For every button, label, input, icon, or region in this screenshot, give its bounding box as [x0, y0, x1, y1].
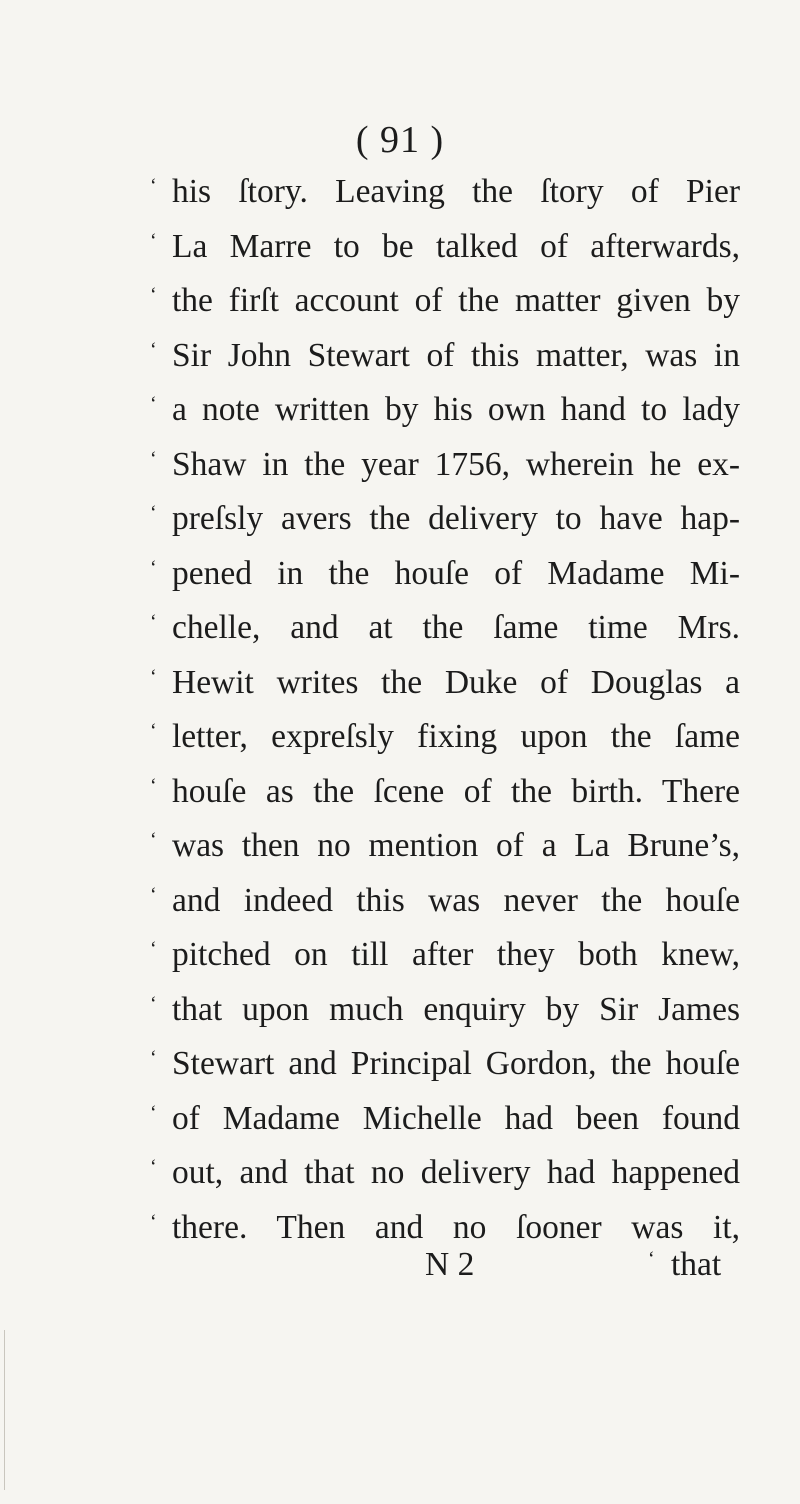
text-line — [150, 1037, 740, 1092]
line-text: chelle, and at the ſame time Mrs. — [172, 609, 740, 646]
quote-mark: ‘ — [150, 229, 157, 252]
text-line — [150, 492, 740, 547]
text-line — [150, 1092, 740, 1147]
page-number: ( 91 ) — [355, 119, 445, 161]
text-line — [150, 220, 740, 275]
line-text: that upon much enquiry by Sir James — [172, 990, 740, 1028]
text-line — [150, 438, 740, 493]
text-line — [150, 928, 740, 983]
text-line — [150, 329, 740, 384]
line-text: Sir John Stewart of this matter, was in — [172, 336, 740, 374]
text-line — [150, 383, 740, 438]
line-text: and indeed this was never the houſe — [172, 881, 740, 919]
text-line — [150, 601, 740, 656]
catchword-quote-mark: ‘ — [648, 1248, 655, 1270]
page-edge-shadow — [4, 1330, 5, 1490]
text-line — [150, 819, 740, 874]
line-text: was then no mention of a La Brune’s, — [172, 827, 740, 864]
text-line — [150, 274, 740, 329]
page-footer — [0, 1238, 800, 1292]
line-text: the firſt account of the matter given by — [172, 282, 740, 319]
quote-mark: ‘ — [150, 829, 157, 851]
quote-mark: ‘ — [150, 883, 157, 906]
quote-mark: ‘ — [150, 665, 157, 688]
text-line — [150, 710, 740, 765]
line-text: houſe as the ſcene of the birth. There — [172, 772, 740, 810]
line-text: La Marre to be talked of afterwards, — [172, 227, 740, 265]
line-text: pened in the houſe of Madame Mi- — [172, 554, 740, 592]
quote-mark: ‘ — [150, 284, 157, 306]
text-line — [150, 656, 740, 711]
line-text: his ſtory. Leaving the ſtory of Pier — [172, 173, 740, 210]
catchword: that — [671, 1246, 722, 1283]
quote-mark: ‘ — [150, 338, 157, 361]
line-text: of Madame Michelle had been found — [172, 1099, 740, 1137]
quote-mark: ‘ — [150, 1210, 157, 1233]
quote-mark: ‘ — [150, 502, 157, 524]
quote-mark: ‘ — [150, 556, 157, 579]
quote-mark: ‘ — [150, 175, 157, 197]
line-text: there. Then and no ſooner was it, — [172, 1208, 740, 1246]
text-line — [150, 765, 740, 820]
text-line — [150, 547, 740, 602]
line-text: a note written by his own hand to lady — [172, 391, 740, 428]
quote-mark: ‘ — [150, 393, 157, 415]
quote-mark: ‘ — [150, 720, 157, 742]
quote-mark: ‘ — [150, 938, 157, 960]
line-text: Stewart and Principal Gordon, the houſe — [172, 1045, 740, 1082]
quote-mark: ‘ — [150, 774, 157, 797]
body-text — [150, 165, 740, 1255]
quote-mark: ‘ — [150, 992, 157, 1015]
quote-mark: ‘ — [150, 611, 157, 633]
line-text: preſsly avers the delivery to have hap- — [172, 500, 740, 537]
line-text: out, and that no delivery had happened — [172, 1154, 740, 1191]
text-line — [150, 1146, 740, 1201]
text-line — [150, 874, 740, 929]
line-text: letter, expreſsly fixing upon the ſame — [172, 718, 740, 755]
line-text: Shaw in the year 1756, wherein he ex- — [172, 445, 740, 483]
quote-mark: ‘ — [150, 1047, 157, 1069]
line-text: pitched on till after they both knew, — [172, 936, 740, 973]
line-text: Hewit writes the Duke of Douglas a — [172, 663, 740, 701]
text-line — [150, 983, 740, 1038]
quote-mark: ‘ — [150, 1101, 157, 1124]
quote-mark: ‘ — [150, 1156, 157, 1178]
text-line — [150, 165, 740, 220]
quote-mark: ‘ — [150, 447, 157, 470]
signature-mark: N 2 — [425, 1246, 475, 1283]
